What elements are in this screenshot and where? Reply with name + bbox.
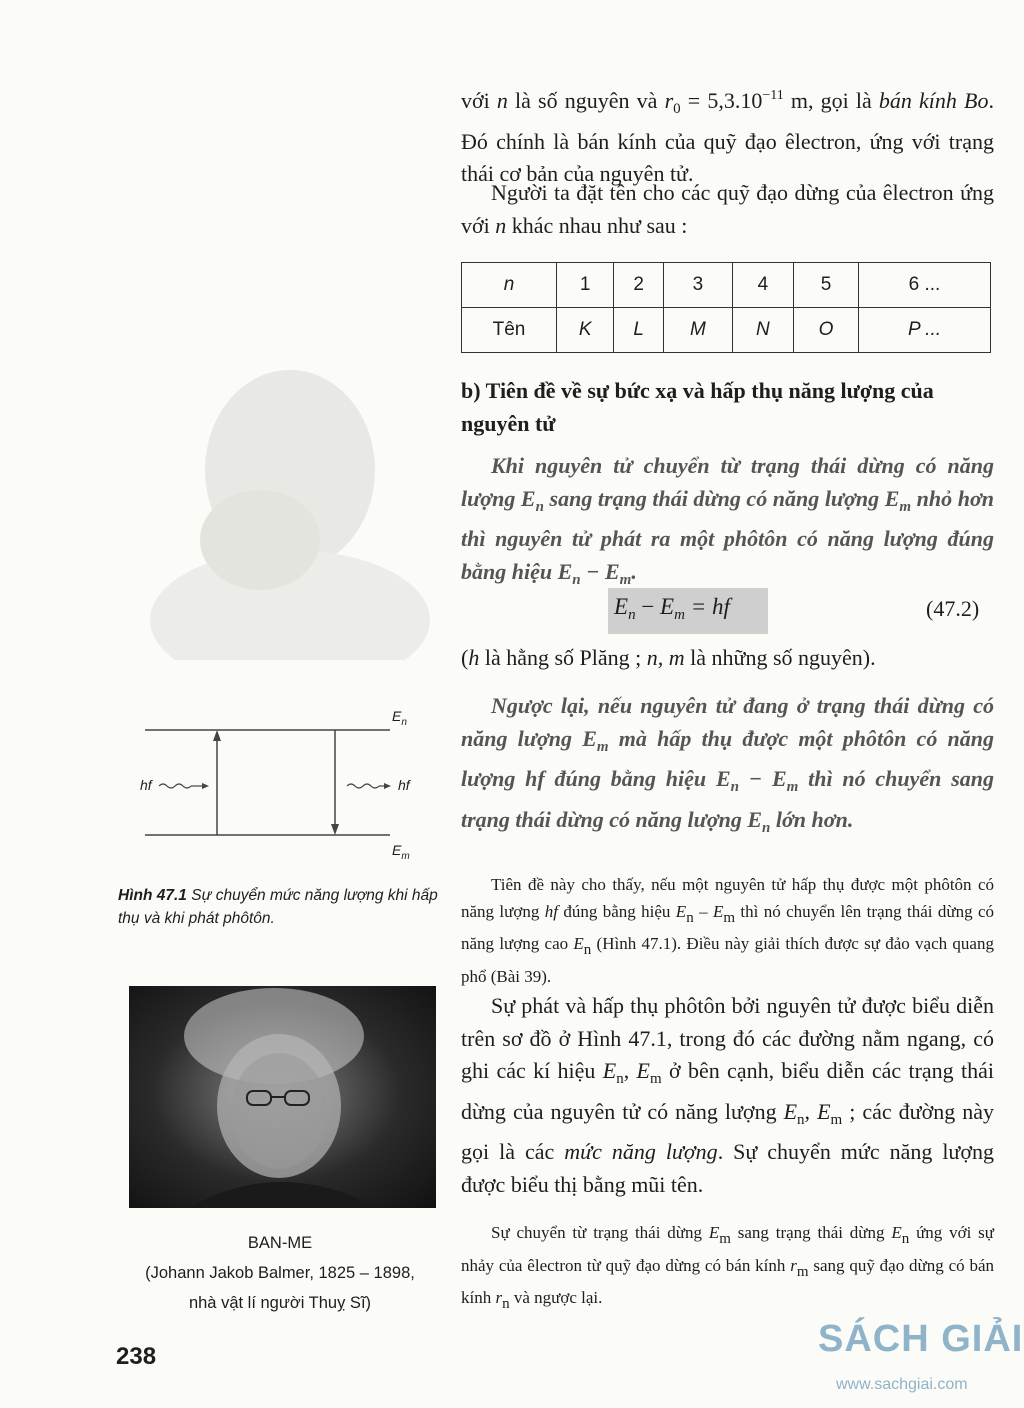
table-cell: O [793,308,858,353]
paragraph-bohr-radius: với n là số nguyên và $r_0 = 5,3.10^{-11}$ m, gọi là bán kính Bo. Đó chính là bán kính của quỹ đạo êlectron, ứng với trạng thái cơ bản của nguyên tử. [461,88,994,186]
note-electron-jump: Sự chuyển từ trạng thái dừng Em sang trạng thái dừng En ứng với sự nhảy của êlectron từ quỹ đạo dừng có bán kính rm sang quỹ đạo dừng có bán kính rn và ngược lại. [461,1223,995,1312]
portrait-name: BAN-ME [247,1234,313,1252]
table-cell: N [732,308,793,353]
table-cell: K [557,308,614,353]
faded-portrait-image [140,360,440,660]
postulate-emission: Khi nguyên tử chuyển từ trạng thái dừng có năng lượng $E_n$ sang trạng thái dừng có năng lượng $E_m$ nhỏ hơn thì nguyên tử phát ra một phôtôn có năng lượng đúng bằng hiệu $E_n - E_m$. [461,453,994,588]
note-absorption-explained: Tiên đề này cho thấy, nếu một nguyên tử hấp thụ được một phôtôn có năng lượng hf đúng bằng hiệu En – Em thì nó chuyển lên trạng thái dừng có năng lượng cao En (Hình 47.1). Điều này giải thích được sự đảo vạch quang phổ (Bài 39). [461,875,994,986]
table-cell: P ... [858,308,990,353]
postulate-absorption: Ngược lại, nếu nguyên tử đang ở trạng thái dừng có năng lượng $E_m$ mà hấp thụ được một phôtôn có năng lượng hf đúng bằng hiệu $E_n - E_m$ thì nó chuyển sang trạng thái dừng có năng lượng $E_n$ lớn hơn. [461,693,994,836]
incoming-photon-wave [159,784,191,788]
table-cell: 3 [663,263,732,308]
portrait-photo-balmer [129,986,436,1208]
table-cell: M [663,308,732,353]
table-cell: 6 ... [858,263,990,308]
absorbed-photon-label: hf [140,777,152,793]
portrait-silhouette [129,986,436,1208]
outgoing-photon-wave [347,784,379,788]
note-planck-constant: (h là hằng số Plăng ; n, m là những số nguyên). [461,645,876,670]
portrait-caption [110,1228,450,1318]
watermark-url: www.sachgiai.com [836,1376,968,1393]
table-cell: 4 [732,263,793,308]
term-energy-levels: mức năng lượng [564,1139,718,1164]
table-row [462,263,991,308]
upper-level-label: $E_n$ [392,708,407,728]
lower-level-label: $E_m$ [392,842,410,862]
emitted-photon-label: hf [398,777,410,793]
orbit-name-table [461,262,991,353]
section-heading-b: b) Tiên đề về sự bức xạ và hấp thụ năng lượng của nguyên tử [461,378,934,436]
table-cell: L [614,308,664,353]
term-bohr-radius: bán kính Bo [878,88,989,113]
table-cell: Tên [462,308,557,353]
equation-47-2: $E_n - E_m$ = hf [614,594,730,623]
table-cell: 1 [557,263,614,308]
table-cell: 5 [793,263,858,308]
page-number: 238 [116,1343,157,1370]
table-row [462,308,991,353]
watermark-logo: SÁCH GIẢI [818,1318,1024,1360]
figure-caption: Hình 47.1 Sự chuyển mức năng lượng khi hấp thụ và khi phát phôtôn. [118,887,438,927]
portrait-caption-line-1: (Johann Jakob Balmer, 1825 – 1898, [145,1264,415,1282]
portrait-caption-line-2: nhà vật lí người Thuỵ Sĩ) [188,1294,372,1312]
paragraph-energy-levels: Sự phát và hấp thụ phôtôn bởi nguyên tử được biểu diễn trên sơ đồ ở Hình 47.1, trong đó các đường nằm ngang, có ghi các kí hiệu $E_n$, $E_m$ ở bên cạnh, biểu diễn các trạng thái dừng của nguyên tử có năng lượng $E_n$, $E_m$ ; các đường này gọi là các mức năng lượng. Sự chuyển mức năng lượng được biểu thị bằng mũi tên. [461,993,995,1197]
energy-level-diagram [135,700,425,870]
table-cell: n [462,263,557,308]
paragraph-orbit-names: Người ta đặt tên cho các quỹ đạo dừng của êlectron ứng với n khác nhau như sau : [461,180,994,238]
equation-number: (47.2) [926,596,980,621]
table-cell: 2 [614,263,664,308]
